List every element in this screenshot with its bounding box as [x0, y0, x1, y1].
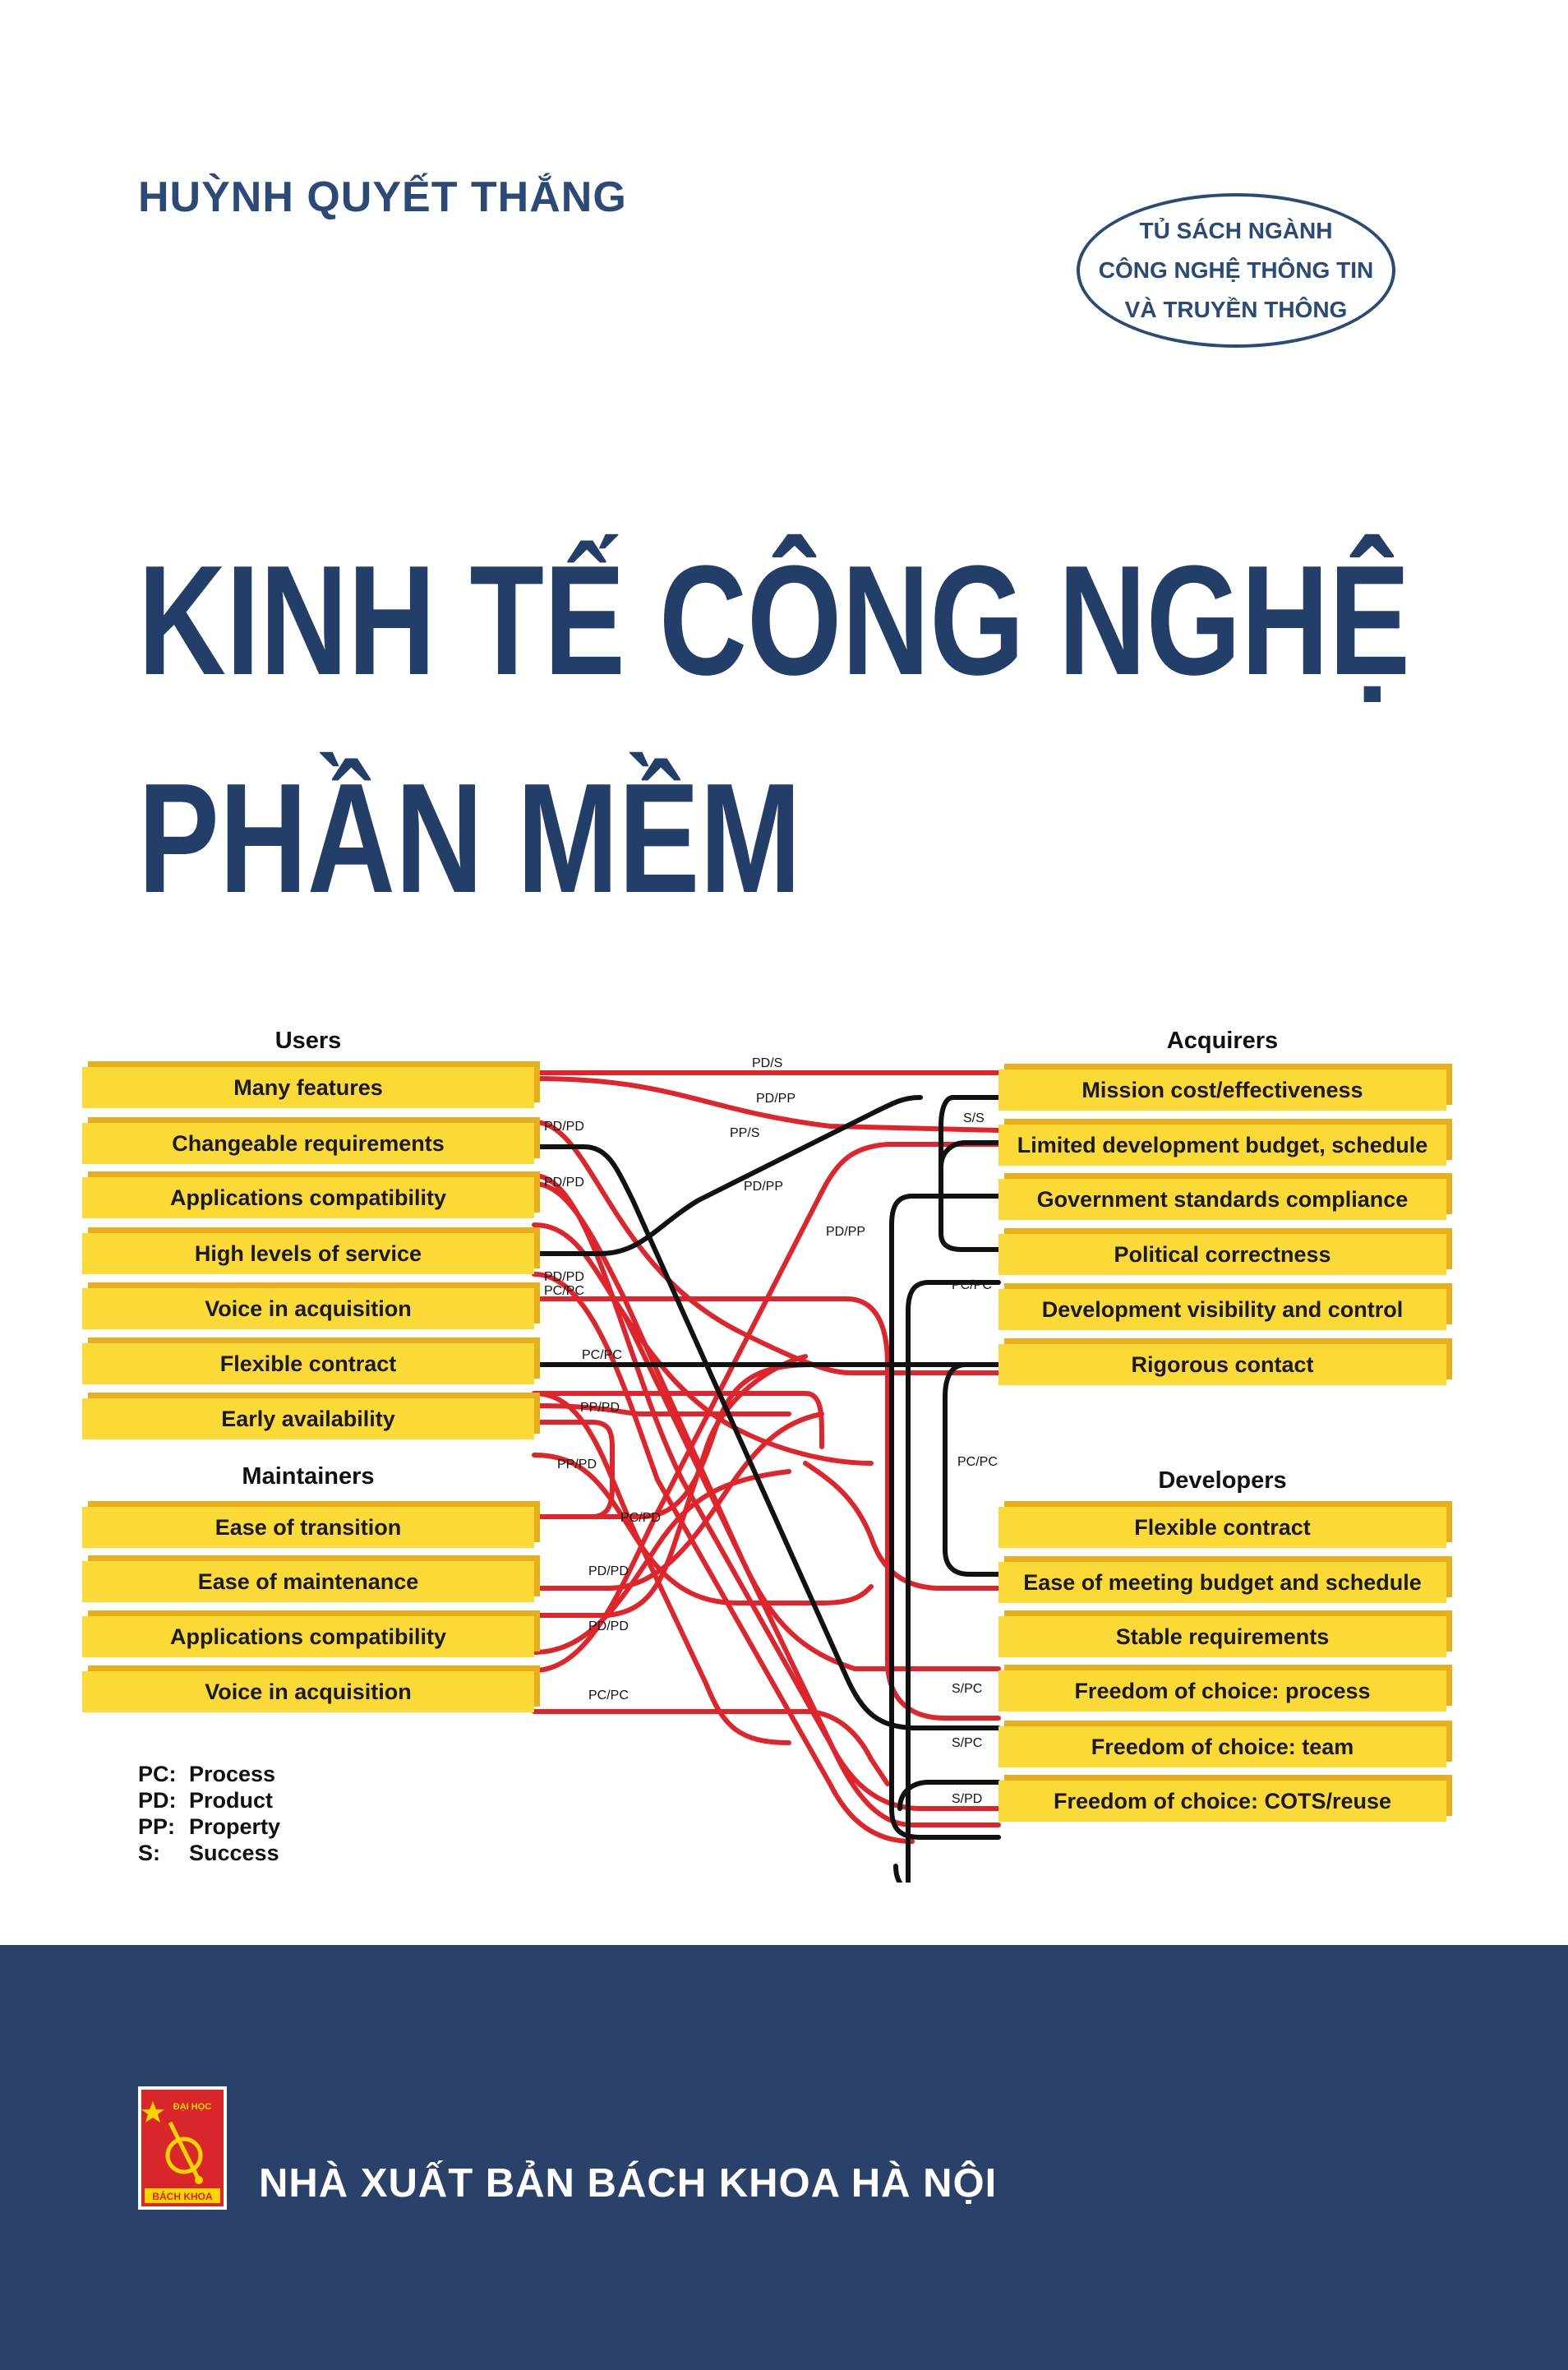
link-label: PP/PD	[580, 1401, 620, 1415]
legend-key: PP:	[138, 1814, 176, 1839]
legend-key: PD:	[138, 1788, 177, 1813]
link-label: PC/PD	[620, 1511, 661, 1525]
series-line: CÔNG NGHỆ THÔNG TIN	[1098, 257, 1374, 283]
maintainers-box: Ease of maintenance	[82, 1561, 534, 1602]
maintainers-box: Ease of transition	[82, 1507, 534, 1548]
legend-key: PC:	[138, 1762, 177, 1786]
users-box: Flexible contract	[82, 1343, 534, 1384]
developers-heading: Developers	[1158, 1467, 1287, 1494]
book-title-line-2: PHẦN MỀM	[138, 751, 801, 926]
acquirers-box: Mission cost/effectiveness	[998, 1070, 1446, 1111]
acquirers-box: Limited development budget, schedule	[998, 1125, 1446, 1166]
maintainers-box: Applications compatibility	[82, 1616, 534, 1657]
footer-band	[0, 1945, 1568, 2370]
series-line: TỦ SÁCH NGÀNH	[1139, 218, 1333, 243]
developers-box: Flexible contract	[998, 1507, 1446, 1548]
link-label: PC/PC	[952, 1278, 992, 1292]
legend	[138, 1761, 280, 1866]
link-label: PD/S	[752, 1056, 783, 1070]
link-label: PD/PP	[756, 1092, 796, 1106]
series-line: VÀ TRUYỀN THÔNG	[1124, 297, 1348, 322]
link-label: PD/PP	[744, 1180, 784, 1194]
link-line	[534, 1471, 789, 1652]
logo-bottom-text: BÁCH KHOA	[152, 2191, 213, 2202]
acquirers-box: Development visibility and control	[998, 1289, 1446, 1330]
legend-value: Product	[189, 1788, 274, 1813]
acquirers-box: Political correctness	[998, 1234, 1446, 1275]
legend-value: Success	[189, 1841, 279, 1865]
legend-item	[138, 1787, 280, 1813]
legend-value: Property	[189, 1814, 281, 1839]
link-label: PP/PD	[557, 1458, 597, 1471]
legend-item	[138, 1813, 280, 1840]
series-badge	[1077, 193, 1395, 348]
link-label: S/PC	[952, 1682, 983, 1696]
link-label: PD/PD	[588, 1564, 629, 1578]
publisher-name: NHÀ XUẤT BẢN BÁCH KHOA HÀ NỘI	[259, 2161, 998, 2206]
developers-box: Freedom of choice: COTS/reuse	[998, 1781, 1446, 1822]
users-box: Applications compatibility	[82, 1177, 534, 1218]
developers-box: Ease of meeting budget and schedule	[998, 1562, 1446, 1603]
link-label: PD/PD	[544, 1270, 584, 1284]
stakeholder-diagram	[0, 1019, 1568, 1883]
users-box: High levels of service	[82, 1233, 534, 1274]
link-label: PP/S	[730, 1126, 760, 1140]
legend-value: Process	[189, 1762, 276, 1786]
acquirers-box: Rigorous contact	[998, 1344, 1446, 1385]
legend-key: S:	[138, 1841, 160, 1865]
logo-emblem-icon	[141, 2090, 224, 2206]
link-line	[896, 1866, 998, 1883]
link-label: PD/PP	[826, 1225, 866, 1239]
book-title-line-1: KINH TẾ CÔNG NGHỆ	[138, 534, 1410, 708]
link-line	[900, 1782, 998, 1809]
legend-item	[138, 1761, 280, 1787]
maintainers-heading: Maintainers	[242, 1463, 375, 1490]
developers-box: Freedom of choice: team	[998, 1726, 1446, 1767]
link-label: PC/PC	[957, 1455, 998, 1469]
logo-top-text: ĐẠI HỌC	[173, 2102, 212, 2112]
link-line	[805, 1463, 998, 1588]
acquirers-heading: Acquirers	[1166, 1028, 1279, 1054]
link-label: PC/PC	[544, 1284, 584, 1298]
users-box: Changeable requirements	[82, 1123, 534, 1164]
users-heading: Users	[274, 1028, 342, 1054]
developers-box: Stable requirements	[998, 1616, 1446, 1657]
link-label: S/S	[963, 1111, 985, 1125]
link-label: S/PD	[952, 1792, 983, 1806]
acquirers-box: Government standards compliance	[998, 1179, 1446, 1220]
link-label: PD/PD	[588, 1619, 629, 1633]
users-box: Many features	[82, 1067, 534, 1108]
link-label: S/PC	[952, 1736, 983, 1750]
users-box: Voice in acquisition	[82, 1288, 534, 1329]
link-label: PD/PD	[544, 1176, 584, 1190]
developers-box: Freedom of choice: process	[998, 1670, 1446, 1712]
author-name: HUỲNH QUYẾT THẮNG	[138, 173, 627, 221]
link-line	[534, 1147, 998, 1728]
users-box: Early availability	[82, 1398, 534, 1439]
legend-item	[138, 1840, 280, 1866]
maintainers-box: Voice in acquisition	[82, 1671, 534, 1712]
link-line	[534, 1225, 998, 1825]
publisher-logo	[138, 2086, 227, 2210]
link-label: PD/PD	[544, 1120, 584, 1134]
link-label: PC/PC	[588, 1689, 629, 1702]
link-label: PC/PC	[582, 1348, 622, 1362]
